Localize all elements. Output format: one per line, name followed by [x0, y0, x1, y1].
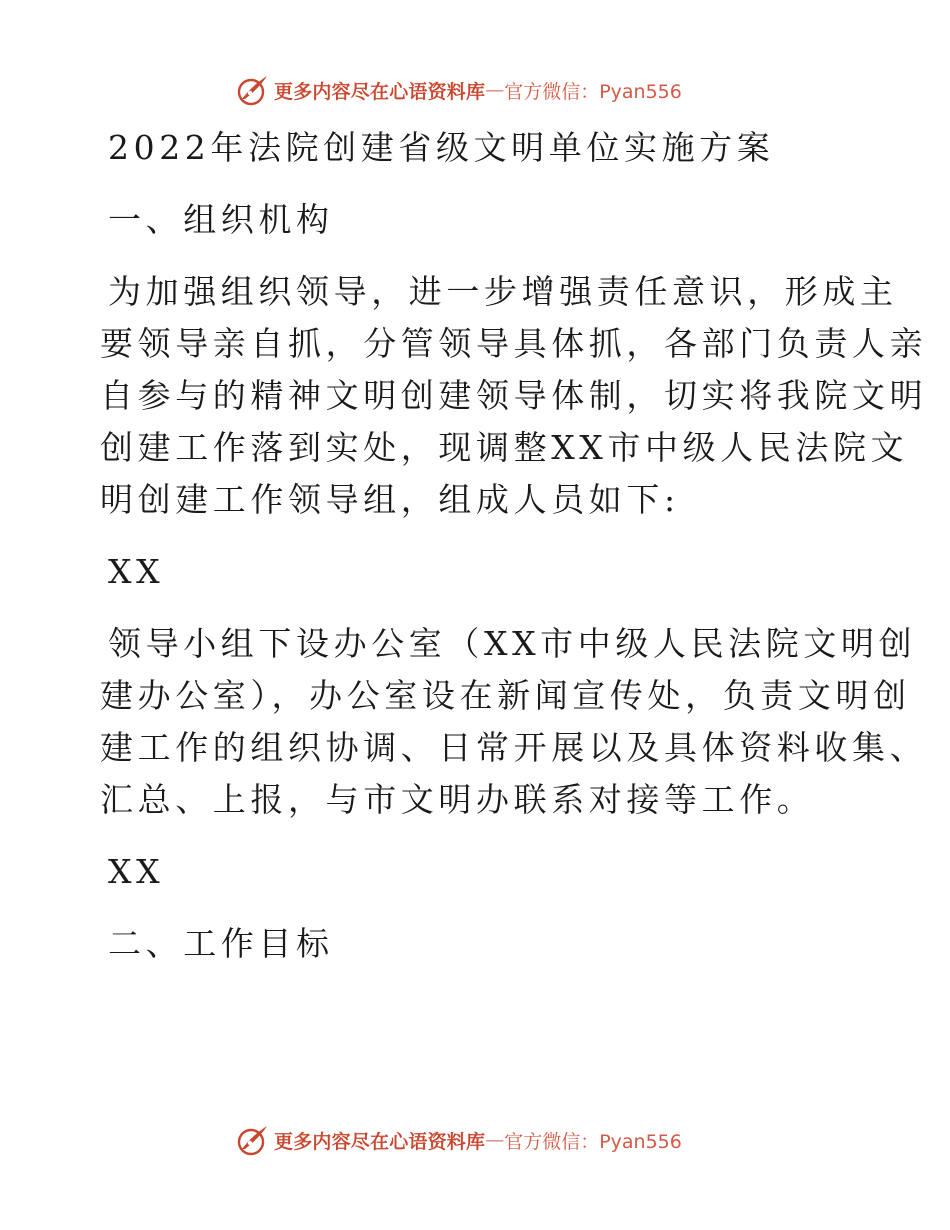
section-heading-goals: 二、工作目标	[108, 924, 334, 963]
paragraph-line: 建办公室），办公室设在新闻宣传处，负责文明创	[100, 676, 911, 715]
watermark-text: 更多内容尽在心语资料库	[274, 1130, 486, 1153]
paragraph-organization	[100, 266, 928, 526]
watermark-separator: —	[485, 1129, 505, 1151]
paragraph-line: 领导小组下设办公室（XX市中级人民法院文明创	[108, 624, 917, 663]
watermark-footer	[236, 1123, 682, 1157]
document-title: 2022年法院创建省级文明单位实施方案	[108, 128, 775, 167]
section-heading-organization: 一、组织机构	[108, 200, 334, 239]
watermark-wechat: 官方微信：Pyan556	[504, 1130, 682, 1153]
quill-logo-icon	[236, 1123, 270, 1157]
paragraph-line: 汇总、上报，与市文明办联系对接等工作。	[100, 780, 815, 819]
paragraph-line: 明创建工作领导组，组成人员如下:	[100, 480, 680, 519]
document-body	[100, 122, 928, 990]
paragraph-office	[100, 618, 928, 826]
placeholder-name: XX	[108, 852, 165, 891]
quill-logo-icon	[236, 73, 270, 107]
watermark-separator: —	[485, 79, 505, 101]
watermark-wechat: 官方微信：Pyan556	[504, 80, 682, 103]
watermark-text: 更多内容尽在心语资料库	[274, 80, 486, 103]
paragraph-line: 为加强组织领导，进一步增强责任意识，形成主	[108, 272, 898, 311]
paragraph-line: 要领导亲自抓，分管领导具体抓，各部门负责人亲	[100, 324, 928, 363]
placeholder-name: XX	[108, 552, 165, 591]
paragraph-line: 创建工作落到实处，现调整XX市中级人民法院文	[100, 428, 909, 467]
paragraph-line: 自参与的精神文明创建领导体制，切实将我院文明	[100, 376, 928, 415]
paragraph-line: 建工作的组织协调、日常开展以及具体资料收集、	[100, 728, 928, 767]
watermark-header	[236, 73, 682, 107]
